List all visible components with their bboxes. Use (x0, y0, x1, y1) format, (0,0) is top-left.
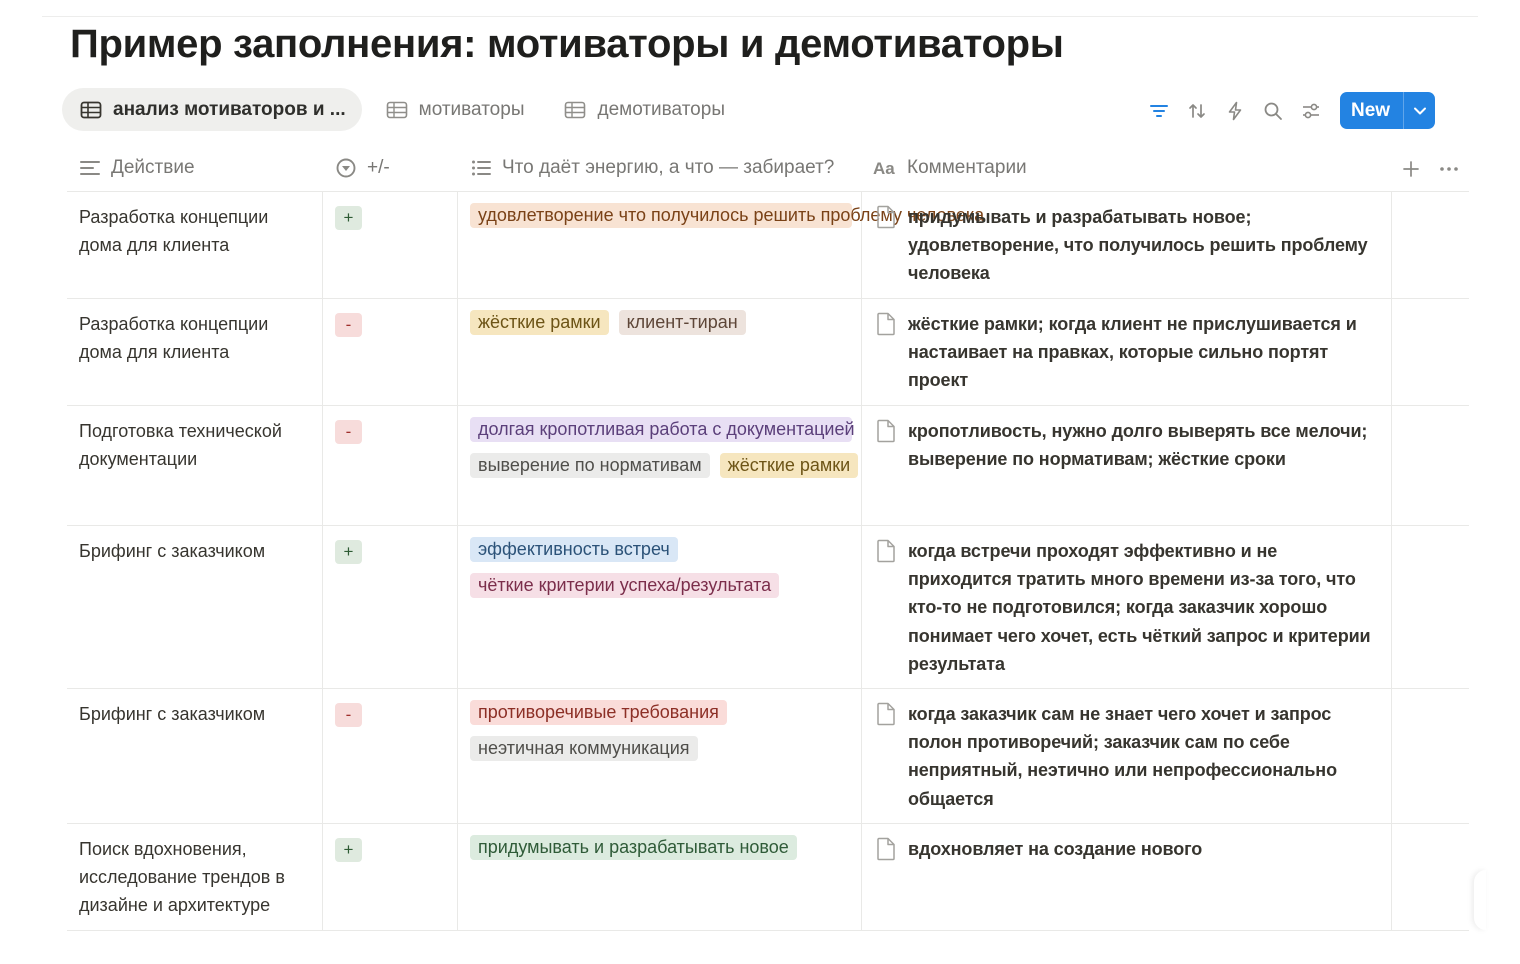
column-header-label: +/- (367, 157, 390, 178)
tag-list (470, 700, 861, 761)
tag-chip[interactable]: жёсткие рамки (470, 310, 609, 335)
tags-cell[interactable] (458, 526, 862, 688)
empty-cell[interactable] (1392, 192, 1469, 298)
comment-cell[interactable] (862, 406, 1392, 525)
tag-line (470, 417, 861, 442)
comment-cell[interactable] (862, 824, 1392, 930)
page-doc-icon[interactable] (876, 419, 898, 445)
action-cell[interactable]: Брифинг с заказчиком (67, 526, 323, 688)
top-divider (42, 16, 1478, 17)
tags-cell[interactable] (458, 299, 862, 405)
scroll-edge (1474, 870, 1486, 930)
database-table (67, 145, 1469, 931)
tab-motivators-view[interactable] (368, 88, 541, 131)
comment-text: придумывать и разрабатывать новое; удовлетворение, что получилось решить проблему человека (908, 207, 1368, 284)
new-button-label[interactable]: New (1351, 99, 1391, 121)
sign-badge: + (335, 540, 362, 564)
column-header-label: Действие (111, 157, 195, 178)
tag-chip[interactable]: эффективность встреч (470, 537, 678, 562)
tab-label: демотиваторы (597, 98, 725, 120)
tag-chip[interactable]: жёсткие рамки (720, 453, 859, 478)
comment-cell[interactable] (862, 299, 1392, 405)
tag-chip[interactable]: выверение по нормативам (470, 453, 710, 478)
sign-badge: - (335, 420, 362, 444)
sign-cell[interactable] (323, 299, 458, 405)
page-doc-icon[interactable] (876, 539, 898, 565)
tags-cell[interactable] (458, 192, 985, 298)
comment-text: жёсткие рамки; когда клиент не прислушивается и настаивает на правках, которые сильно портят проект (908, 314, 1357, 391)
tag-line (470, 203, 985, 228)
column-header-action[interactable] (79, 145, 195, 191)
tab-analysis-view[interactable] (62, 88, 362, 131)
action-cell[interactable]: Подготовка технической документации (67, 406, 323, 525)
column-header-comment[interactable] (873, 145, 1027, 191)
text-lines-icon (79, 157, 101, 179)
tag-list (470, 417, 861, 478)
empty-cell[interactable] (1392, 299, 1469, 405)
multi-select-list-icon (470, 157, 492, 179)
sign-cell[interactable] (323, 526, 458, 688)
page-doc-icon[interactable] (876, 837, 898, 863)
sign-cell[interactable] (323, 406, 458, 525)
tag-chip[interactable]: придумывать и разрабатывать новое (470, 835, 797, 860)
chevron-down-icon[interactable] (1403, 92, 1435, 129)
action-cell[interactable]: Поиск вдохновения, исследование трендов в дизайне и архитектуре (67, 824, 323, 930)
table-row[interactable] (67, 824, 1469, 931)
action-cell[interactable]: Брифинг с заказчиком (67, 689, 323, 823)
sign-badge: + (335, 838, 362, 862)
comment-text: когда встречи проходят эффективно и не приходится тратить много времени из-за того, что кто-то не подготовился; когда заказчик хорошо понимает чего хочет, есть чёткий запрос и критерии результата (908, 541, 1371, 674)
table-row[interactable] (67, 526, 1469, 689)
tag-list (470, 203, 985, 228)
tag-chip[interactable]: неэтичная коммуникация (470, 736, 698, 761)
more-options-icon[interactable] (1435, 155, 1463, 183)
view-toolbar (1140, 92, 1435, 129)
add-column-plus-icon[interactable] (1397, 155, 1425, 183)
table-row[interactable] (67, 192, 1469, 299)
empty-cell[interactable] (1392, 526, 1469, 688)
text-type-icon (873, 157, 897, 179)
action-cell[interactable]: Разработка концепции дома для клиента (67, 299, 323, 405)
page-doc-icon[interactable] (876, 312, 898, 338)
tab-demotivators-view[interactable] (546, 88, 741, 131)
empty-cell[interactable] (1392, 406, 1469, 525)
page-doc-icon[interactable] (876, 205, 898, 231)
comment-cell[interactable] (862, 192, 1392, 298)
tab-label: анализ мотиваторов и ... (113, 98, 346, 120)
tag-chip[interactable]: противоречивые требования (470, 700, 727, 725)
tag-list (470, 835, 861, 860)
table-icon (386, 101, 408, 119)
search-icon[interactable] (1254, 93, 1292, 129)
sign-cell[interactable] (323, 824, 458, 930)
svg-text:Aa: Aa (873, 159, 895, 178)
page-doc-icon[interactable] (876, 702, 898, 728)
tab-label: мотиваторы (418, 98, 525, 120)
column-header-tags[interactable] (470, 145, 834, 191)
tag-chip[interactable]: чёткие критерии успеха/результата (470, 573, 779, 598)
comment-cell[interactable] (862, 689, 1392, 823)
column-header-label: Комментарии (907, 157, 1027, 178)
automation-bolt-icon[interactable] (1216, 93, 1254, 129)
column-header-label: Что даёт энергию, а что — забирает? (502, 157, 835, 178)
empty-cell[interactable] (1392, 689, 1469, 823)
tags-cell[interactable] (458, 824, 862, 930)
empty-cell[interactable] (1392, 824, 1469, 930)
comment-text: когда заказчик сам не знает чего хочет и запрос полон противоречий; заказчик сам по себе неприятный, неэтично или непрофессионально общается (908, 704, 1337, 809)
comment-cell[interactable] (862, 526, 1392, 688)
view-tabs (62, 88, 747, 131)
table-icon (564, 101, 586, 119)
column-header-sign[interactable] (335, 145, 390, 191)
sort-icon[interactable] (1178, 93, 1216, 129)
new-button[interactable] (1340, 92, 1435, 129)
tags-cell[interactable] (458, 406, 862, 525)
comment-text: вдохновляет на создание нового (908, 839, 1203, 859)
tag-list (470, 537, 861, 598)
table-icon (80, 101, 102, 119)
action-cell[interactable]: Разработка концепции дома для клиента (67, 192, 323, 298)
tags-cell[interactable] (458, 689, 862, 823)
settings-sliders-icon[interactable] (1292, 93, 1330, 129)
tag-chip[interactable]: удовлетворение что получилось решить проблему человека (470, 203, 852, 228)
sign-cell[interactable] (323, 689, 458, 823)
table-header (67, 145, 1469, 192)
tag-chip[interactable]: клиент-тиран (619, 310, 746, 335)
sign-cell[interactable] (323, 192, 458, 298)
tag-list (470, 310, 861, 335)
page-title: Пример заполнения: мотиваторы и демотиваторы (70, 22, 1064, 66)
sign-badge: - (335, 703, 362, 727)
table-row[interactable] (67, 299, 1469, 406)
tag-chip[interactable]: долгая кропотливая работа с документацией (470, 417, 852, 442)
select-icon (335, 157, 357, 179)
sign-badge: + (335, 206, 362, 230)
sign-badge: - (335, 313, 362, 337)
filter-icon[interactable] (1140, 93, 1178, 129)
table-row[interactable] (67, 406, 1469, 526)
table-row[interactable] (67, 689, 1469, 824)
comment-text: кропотливость, нужно долго выверять все мелочи; выверение по нормативам; жёсткие сроки (908, 421, 1368, 470)
